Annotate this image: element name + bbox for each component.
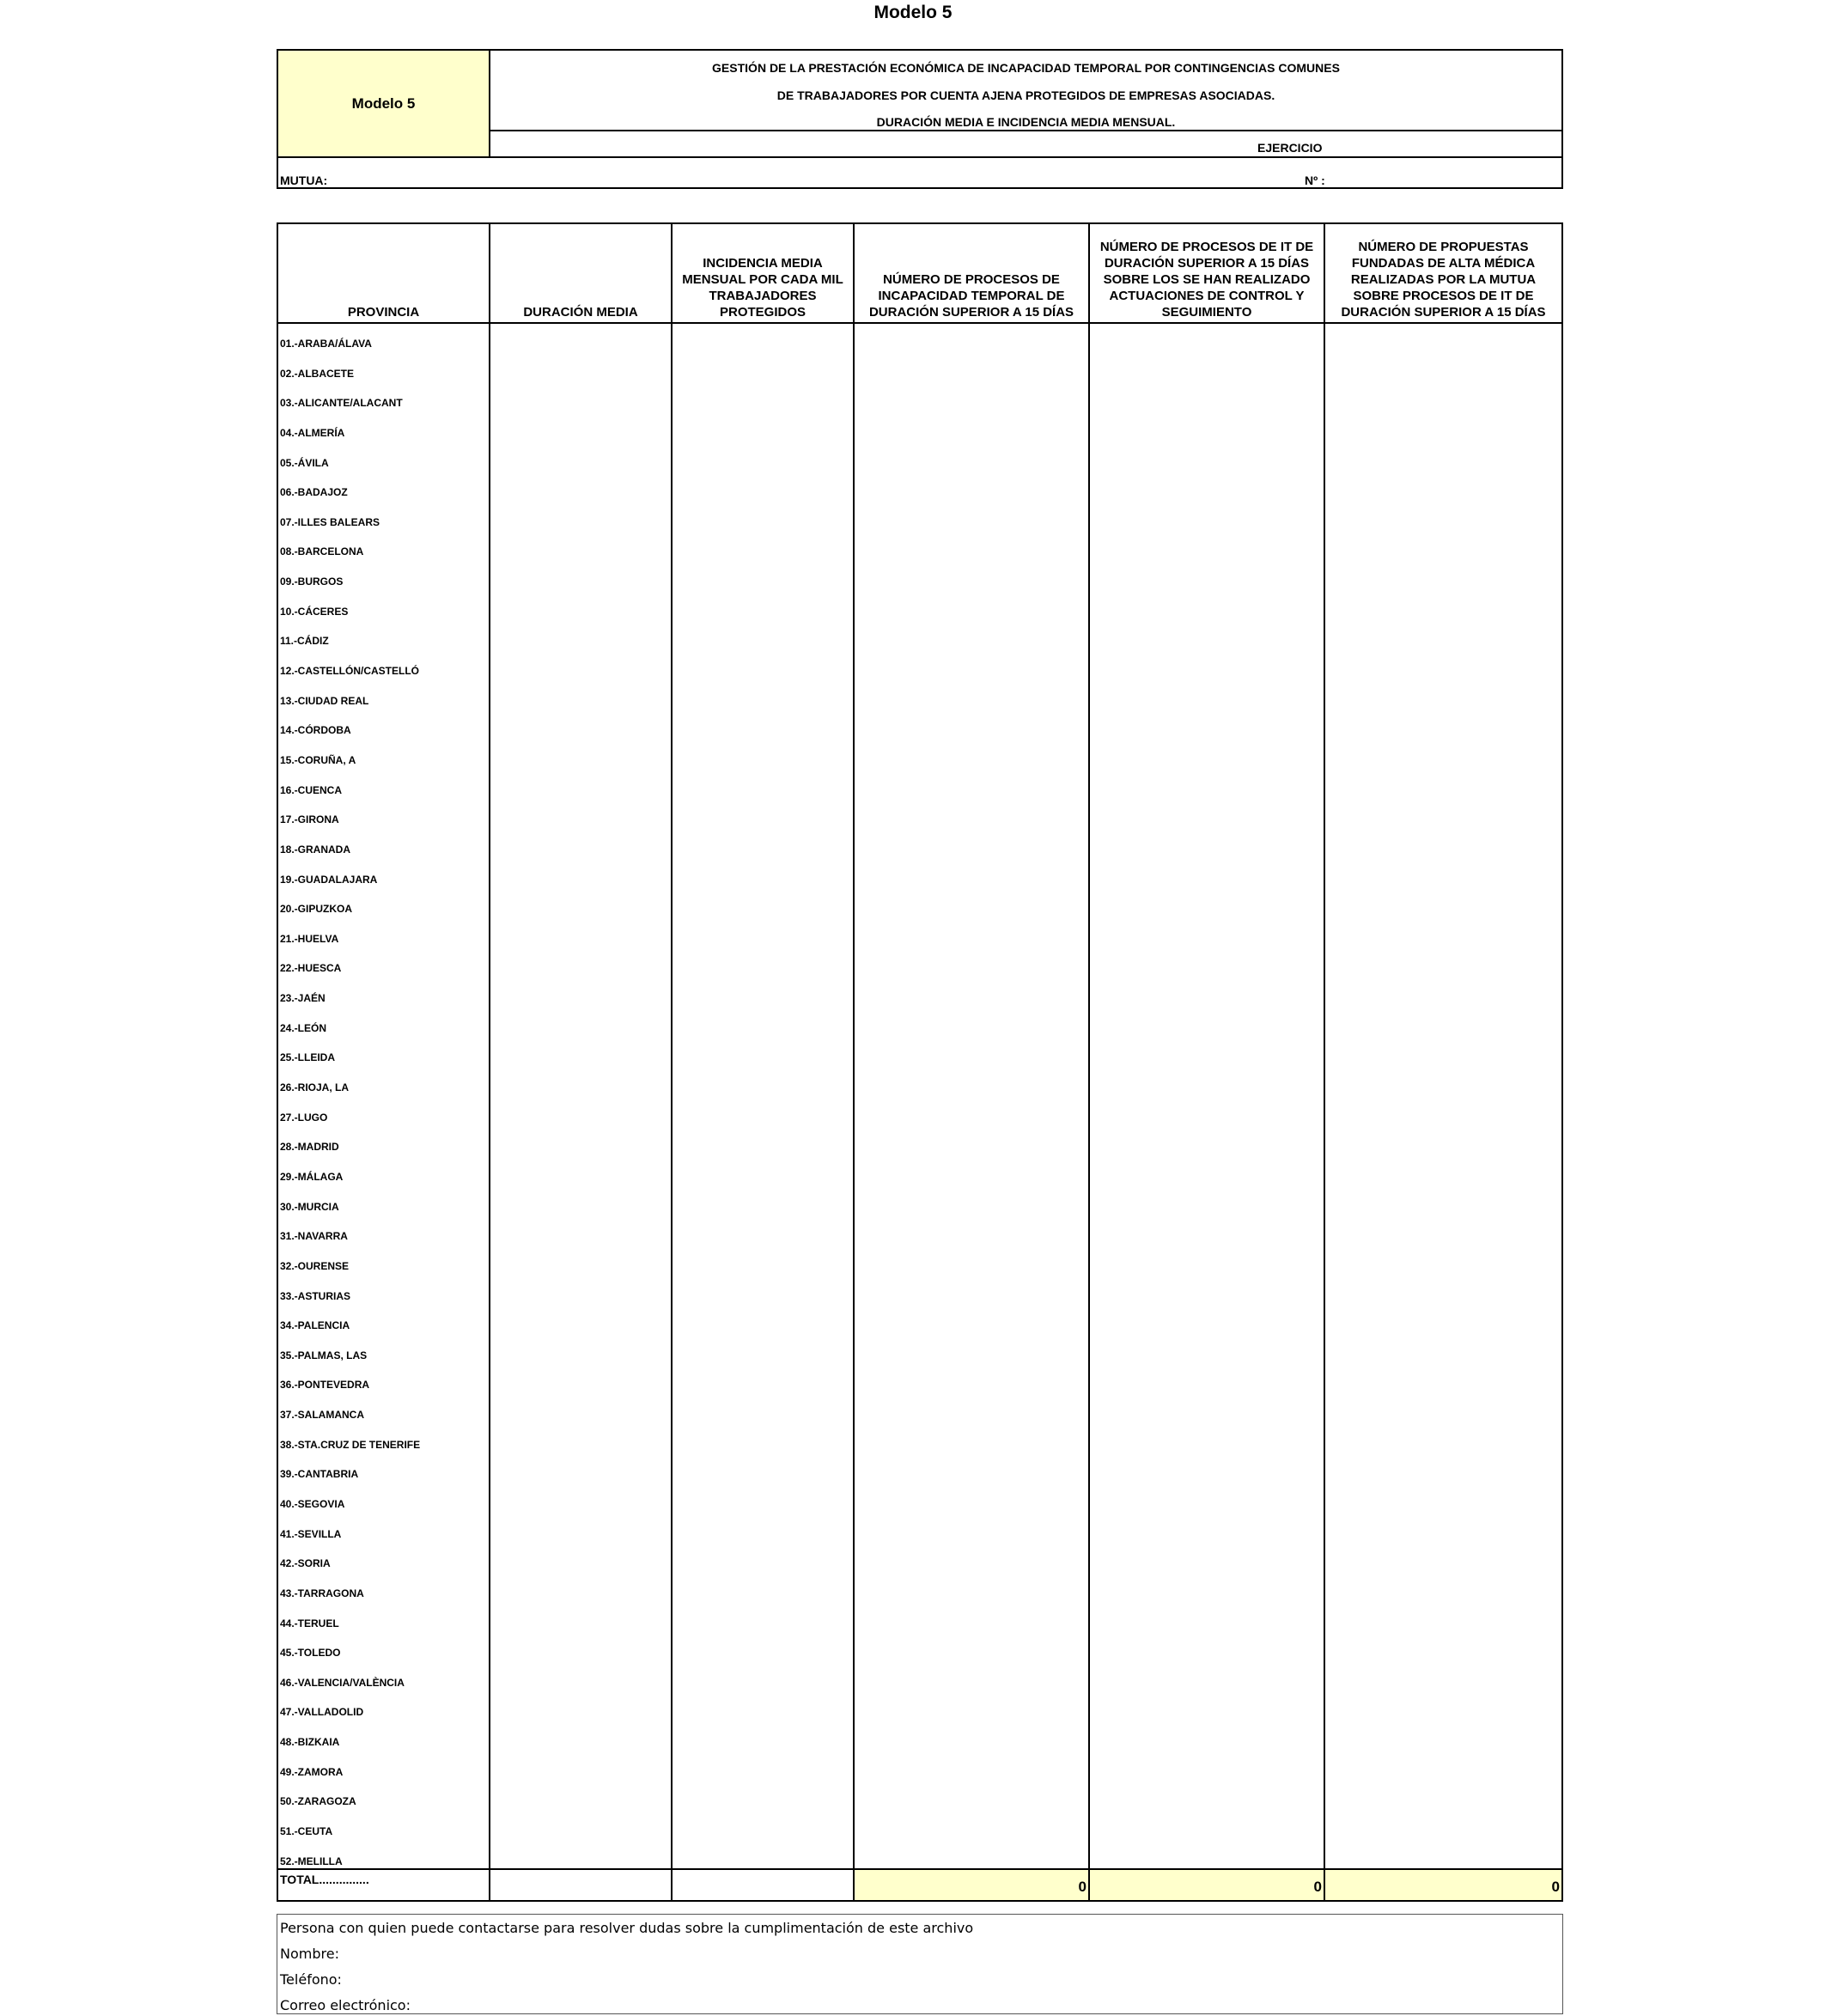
province-row: 01.-ARABA/ÁLAVA: [280, 338, 372, 350]
province-row: 39.-CANTABRIA: [280, 1468, 359, 1481]
col-header-procesos-it: NÚMERO DE PROCESOS DE INCAPACIDAD TEMPORAL DE DURACIÓN SUPERIOR A 15 DÍAS: [868, 272, 1074, 320]
province-row: 50.-ZARAGOZA: [280, 1795, 356, 1808]
total-label: TOTAL...............: [280, 1873, 369, 1886]
province-row: 48.-BIZKAIA: [280, 1736, 340, 1749]
province-row: 26.-RIOJA, LA: [280, 1081, 350, 1094]
province-row: 07.-ILLES BALEARS: [280, 515, 380, 528]
column-divider: [671, 224, 673, 1900]
province-list: [280, 338, 486, 1885]
province-row: 37.-SALAMANCA: [280, 1409, 365, 1422]
province-row: 44.-TERUEL: [280, 1617, 339, 1629]
contact-box: [277, 1914, 1563, 2014]
province-row: 30.-MURCIA: [280, 1200, 339, 1213]
province-row: 31.-NAVARRA: [280, 1230, 348, 1243]
province-row: 40.-SEGOVIA: [280, 1497, 345, 1510]
province-row: 43.-TARRAGONA: [280, 1587, 364, 1599]
province-row: 45.-TOLEDO: [280, 1647, 341, 1660]
col-header-incidencia-media: INCIDENCIA MEDIA MENSUAL POR CADA MIL TRABAJADORES PROTEGIDOS: [682, 256, 843, 320]
total-procesos-it: 0: [855, 1870, 1088, 1900]
province-row: 33.-ASTURIAS: [280, 1289, 351, 1302]
modelo-label: Modelo 5: [278, 51, 490, 156]
province-row: 23.-JAÉN: [280, 992, 326, 1005]
province-row: 18.-GRANADA: [280, 843, 351, 856]
province-row: 03.-ALICANTE/ALACANT: [280, 397, 403, 410]
column-divider: [1324, 224, 1325, 1900]
province-row: 32.-OURENSE: [280, 1259, 350, 1272]
col-header-procesos-control: NÚMERO DE PROCESOS DE IT DE DURACIÓN SUPERIOR A 15 DÍAS SOBRE LOS SE HAN REALIZADO ACTUACIONES DE CONTROL Y SEGUIMIENTO: [1099, 240, 1314, 320]
province-row: 51.-CEUTA: [280, 1825, 333, 1838]
province-row: 27.-LUGO: [280, 1111, 328, 1124]
province-row: 24.-LEÓN: [280, 1021, 327, 1034]
numero-field[interactable]: Nº :: [1305, 174, 1325, 187]
contact-intro: Persona con quien puede contactarse para resolver dudas sobre la cumplimentación de este archivo: [280, 1920, 974, 1936]
province-row: 20.-GIPUZKOA: [280, 903, 353, 916]
province-row: 47.-VALLADOLID: [280, 1706, 364, 1719]
province-row: 36.-PONTEVEDRA: [280, 1379, 370, 1392]
contact-email-field[interactable]: Correo electrónico:: [280, 1997, 411, 2013]
page-title: Modelo 5: [873, 3, 953, 22]
province-row: 12.-CASTELLÓN/CASTELLÓ: [280, 665, 420, 678]
province-row: 15.-CORUÑA, A: [280, 753, 356, 766]
province-row: 17.-GIRONA: [280, 813, 339, 826]
province-row: 25.-LLEIDA: [280, 1051, 336, 1064]
province-row: 02.-ALBACETE: [280, 367, 355, 380]
header-divider: [278, 156, 1561, 158]
province-row: 10.-CÁCERES: [280, 605, 349, 618]
column-divider: [489, 224, 490, 1900]
contact-name-field[interactable]: Nombre:: [280, 1946, 339, 1962]
province-row: 16.-CUENCA: [280, 783, 343, 796]
province-row: 08.-BARCELONA: [280, 545, 364, 558]
header-title-line2: DE TRABAJADORES POR CUENTA AJENA PROTEGIDOS DE EMPRESAS ASOCIADAS.: [776, 88, 1275, 102]
contact-phone-field[interactable]: Teléfono:: [280, 1971, 342, 1988]
header-title-line1: GESTIÓN DE LA PRESTACIÓN ECONÓMICA DE INCAPACIDAD TEMPORAL POR CONTINGENCIAS COMUNES: [712, 61, 1340, 75]
province-row: 13.-CIUDAD REAL: [280, 694, 369, 707]
ejercicio-label: EJERCICIO: [1257, 141, 1323, 155]
col-header-provincia: PROVINCIA: [347, 305, 420, 320]
header-divider: [490, 130, 1561, 131]
province-row: 52.-MELILLA: [280, 1855, 343, 1867]
province-row: 14.-CÓRDOBA: [280, 724, 351, 737]
province-row: 42.-SORIA: [280, 1557, 331, 1570]
column-divider: [1088, 224, 1090, 1900]
form-header: [277, 49, 1563, 189]
province-row: 49.-ZAMORA: [280, 1765, 344, 1778]
province-row: 22.-HUESCA: [280, 962, 342, 975]
province-row: 19.-GUADALAJARA: [280, 873, 378, 886]
province-row: 05.-ÁVILA: [280, 456, 329, 469]
data-table: [277, 222, 1563, 1902]
province-row: 38.-STA.CRUZ DE TENERIFE: [280, 1438, 421, 1451]
province-row: 11.-CÁDIZ: [280, 635, 329, 648]
province-row: 09.-BURGOS: [280, 576, 344, 588]
province-row: 21.-HUELVA: [280, 932, 339, 945]
total-procesos-control: 0: [1090, 1870, 1324, 1900]
mutua-field[interactable]: MUTUA:: [280, 174, 328, 187]
total-propuestas-alta: 0: [1325, 1870, 1561, 1900]
column-divider: [853, 224, 855, 1900]
province-row: 34.-PALENCIA: [280, 1319, 350, 1332]
col-header-propuestas-alta: NÚMERO DE PROPUESTAS FUNDADAS DE ALTA MÉDICA REALIZADAS POR LA MUTUA SOBRE PROCESOS DE IT DE DURACIÓN SUPERIOR A 15 DÍAS: [1341, 240, 1546, 320]
province-row: 28.-MADRID: [280, 1141, 339, 1154]
header-row-divider: [278, 322, 1561, 324]
province-row: 04.-ALMERÍA: [280, 426, 345, 439]
province-row: 29.-MÁLAGA: [280, 1170, 344, 1183]
province-row: 46.-VALENCIA/VALÈNCIA: [280, 1676, 405, 1689]
province-row: 06.-BADAJOZ: [280, 486, 348, 499]
province-row: 41.-SEVILLA: [280, 1527, 342, 1540]
col-header-duracion-media: DURACIÓN MEDIA: [523, 305, 638, 320]
header-title-line3: DURACIÓN MEDIA E INCIDENCIA MEDIA MENSUAL.: [876, 115, 1176, 129]
province-row: 35.-PALMAS, LAS: [280, 1349, 368, 1361]
